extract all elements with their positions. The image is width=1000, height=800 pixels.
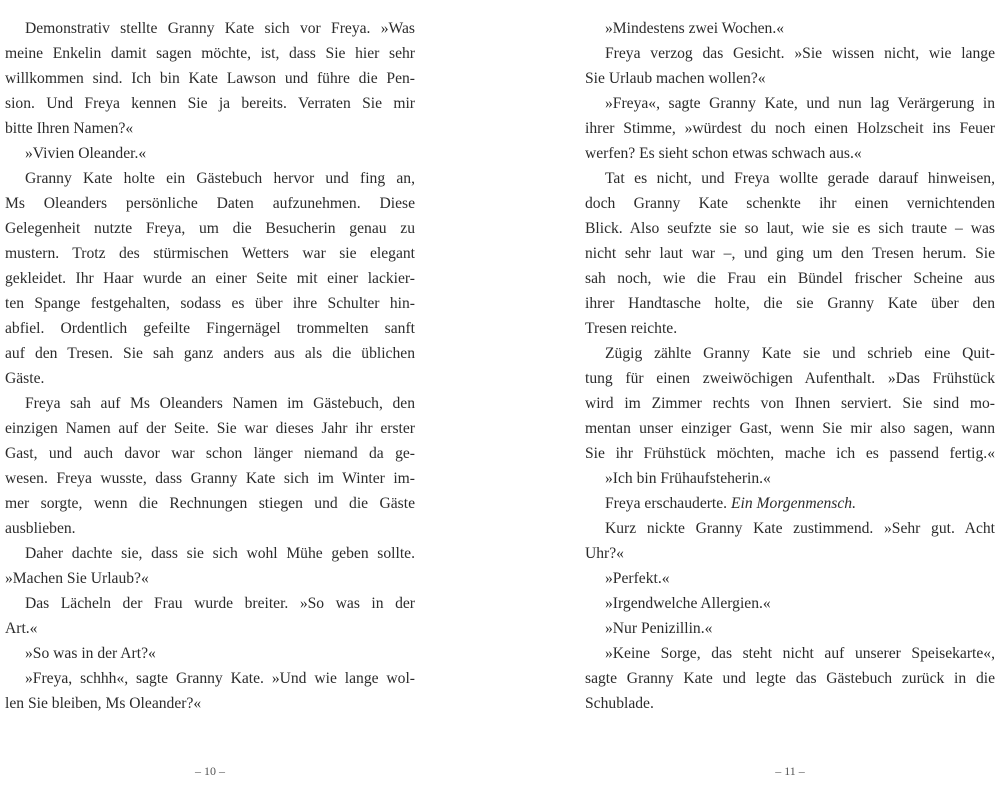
text-line (585, 441, 995, 466)
text-line-content: bitte Ihren Namen?« (5, 120, 134, 137)
text-line-content: mustern. Trotz des stürmischen Wetters war sie elegant (5, 245, 415, 262)
text-line-content: wird im Zimmer rechts von Ihnen serviert. Sie sind mo- (585, 395, 995, 412)
text-line-content: doch Granny Kate schenkte ihr einen vernichtenden (585, 195, 995, 212)
text-line-content: »Freya«, sagte Granny Kate, und nun lag Verärgerung in (605, 95, 995, 112)
text-line (5, 391, 415, 416)
text-line-content: sah noch, wie die Frau ein Bündel frischer Scheine aus (585, 270, 995, 287)
text-line-content: »Perfekt.« (605, 570, 670, 587)
text-line (5, 291, 415, 316)
text-line (5, 466, 415, 491)
text-line-content: mer sorgte, wenn die Rechnungen stiegen und die Gäste (5, 495, 415, 512)
page-number-left: – 10 – (195, 764, 225, 778)
text-line (5, 491, 415, 516)
text-line-content: »Mindestens zwei Wochen.« (605, 20, 785, 37)
text-line (5, 691, 415, 716)
text-line-content: »Vivien Oleander.« (25, 145, 147, 162)
text-line (585, 416, 995, 441)
text-line (585, 641, 995, 666)
text-line-content: willkommen sind. Ich bin Kate Lawson und führe die Pen- (5, 70, 415, 87)
text-line (5, 166, 415, 191)
text-line (585, 291, 995, 316)
text-line-content: Gelegenheit nutzte Freya, um die Besucherin genau zu (5, 220, 415, 237)
text-line-content: gekleidet. Ihr Haar wurde an einer Seite mit einer lackier- (5, 270, 415, 287)
text-line-content: Zügig zählte Granny Kate sie und schrieb eine Quit- (605, 345, 995, 362)
text-line-content: Freya erschauderte. (605, 495, 731, 512)
text-line-content: Blick. Also seufzte sie so laut, wie sie es sich traute – was (585, 220, 995, 237)
text-line (5, 91, 415, 116)
text-line (5, 341, 415, 366)
text-line-content: »Irgendwelche Allergien.« (605, 595, 771, 612)
text-line (5, 141, 415, 166)
text-line-content: »Keine Sorge, das steht nicht auf unserer Speisekarte«, (605, 645, 995, 662)
text-line (585, 91, 995, 116)
text-line-content: einzigen Namen auf der Seite. Sie war dieses Jahr ihr erster (5, 420, 415, 437)
text-line (5, 116, 415, 141)
text-line-content: ihrer Stimme, »würdest du noch einen Holzscheit ins Feuer (585, 120, 995, 137)
text-line-content: mentan unser einziger Gast, wenn Sie mir also sagen, wann (585, 420, 995, 437)
text-line-content: »Freya, schhh«, sagte Granny Kate. »Und wie lange wol- (25, 670, 415, 687)
text-line-content: Daher dachte sie, dass sie sich wohl Mühe geben sollte. (25, 545, 415, 562)
text-line (5, 216, 415, 241)
text-line (585, 141, 995, 166)
text-line-content: sagte Granny Kate und legte das Gästebuch zurück in die (585, 670, 995, 687)
left-page-text (5, 16, 415, 716)
text-line (585, 391, 995, 416)
text-line-content: meine Enkelin damit sagen möchte, ist, dass Sie hier sehr (5, 45, 415, 62)
text-line (5, 591, 415, 616)
right-page-text (585, 16, 995, 716)
text-line (585, 666, 995, 691)
text-line (585, 116, 995, 141)
text-line (585, 541, 995, 566)
text-line-content: Sie ihr Frühstück möchten, mache ich es passend fertig.« (585, 445, 995, 462)
text-line (585, 241, 995, 266)
text-line (585, 466, 995, 491)
text-line-content: Granny Kate holte ein Gästebuch hervor und fing an, (25, 170, 415, 187)
text-line-content: auf den Tresen. Sie sah ganz anders aus als die üblichen (5, 345, 415, 362)
text-line-content: ausblieben. (5, 520, 76, 537)
italic-text: Ein Morgenmensch. (730, 495, 856, 512)
text-line-content: abfiel. Ordentlich gefeilte Fingernägel trommelten sanft (5, 320, 415, 337)
text-line-content: wesen. Freya wusste, dass Granny Kate sich im Winter im- (5, 470, 415, 487)
text-line-content: tung für einen zweiwöchigen Aufenthalt. »Das Frühstück (585, 370, 995, 387)
text-line-content: »Machen Sie Urlaub?« (5, 570, 149, 587)
text-line-content: ihrer Handtasche holte, die sie Granny Kate über den (585, 295, 995, 312)
text-line (585, 691, 995, 716)
text-line (5, 241, 415, 266)
text-line (5, 616, 415, 641)
text-line (585, 366, 995, 391)
text-line (585, 491, 995, 516)
text-line-content: Das Lächeln der Frau wurde breiter. »So was in der (25, 595, 415, 612)
text-line (5, 16, 415, 41)
text-line (585, 216, 995, 241)
text-line (585, 516, 995, 541)
text-line-content: »So was in der Art?« (25, 645, 156, 662)
text-line (585, 341, 995, 366)
text-line-content: Tresen reichte. (585, 320, 678, 337)
text-line-content: Gäste. (5, 370, 45, 387)
text-line-content: Tat es nicht, und Freya wollte gerade darauf hinweisen, (605, 170, 995, 187)
text-line-content: Schublade. (585, 695, 654, 712)
text-line-content: Gast, und auch davor war schon länger niemand da ge- (5, 445, 415, 462)
text-line (585, 566, 995, 591)
text-line (5, 516, 415, 541)
text-line (585, 316, 995, 341)
text-line (5, 416, 415, 441)
text-line (5, 541, 415, 566)
text-line (5, 566, 415, 591)
text-line-content: Art.« (5, 620, 38, 637)
text-line (585, 66, 995, 91)
text-line-content: Ms Oleanders persönliche Daten aufzunehmen. Diese (5, 195, 415, 212)
text-line (5, 316, 415, 341)
text-line-content: »Nur Penizillin.« (605, 620, 713, 637)
text-line-content: len Sie bleiben, Ms Oleander?« (5, 695, 202, 712)
text-line-content: sion. Und Freya kennen Sie ja bereits. Verraten Sie mir (5, 95, 415, 112)
text-line (5, 41, 415, 66)
text-line-content: Freya verzog das Gesicht. »Sie wissen nicht, wie lange (605, 45, 995, 62)
text-line-content: »Ich bin Frühaufsteherin.« (605, 470, 771, 487)
text-line (585, 16, 995, 41)
text-line-content: nicht sehr laut war –, und ging um den Tresen herum. Sie (585, 245, 995, 262)
text-line-content: Uhr?« (585, 545, 624, 562)
text-line-content: Kurz nickte Granny Kate zustimmend. »Sehr gut. Acht (605, 520, 995, 537)
text-line-content: Demonstrativ stellte Granny Kate sich vor Freya. »Was (25, 20, 415, 37)
text-line (585, 591, 995, 616)
text-line (5, 441, 415, 466)
text-line-content: ten Spange festgehalten, sodass es über ihre Schulter hin- (5, 295, 415, 312)
text-line (585, 41, 995, 66)
text-line-content: werfen? Es sieht schon etwas schwach aus.« (585, 145, 862, 162)
text-line-content: Sie Urlaub machen wollen?« (585, 70, 766, 87)
text-line (5, 191, 415, 216)
text-line (5, 366, 415, 391)
text-line-content: Freya sah auf Ms Oleanders Namen im Gästebuch, den (25, 395, 415, 412)
text-line (585, 166, 995, 191)
text-line (5, 666, 415, 691)
text-line (5, 641, 415, 666)
text-line (585, 191, 995, 216)
text-line (5, 66, 415, 91)
text-line (585, 616, 995, 641)
page-number-right: – 11 – (775, 764, 805, 778)
text-line (585, 266, 995, 291)
text-line (5, 266, 415, 291)
